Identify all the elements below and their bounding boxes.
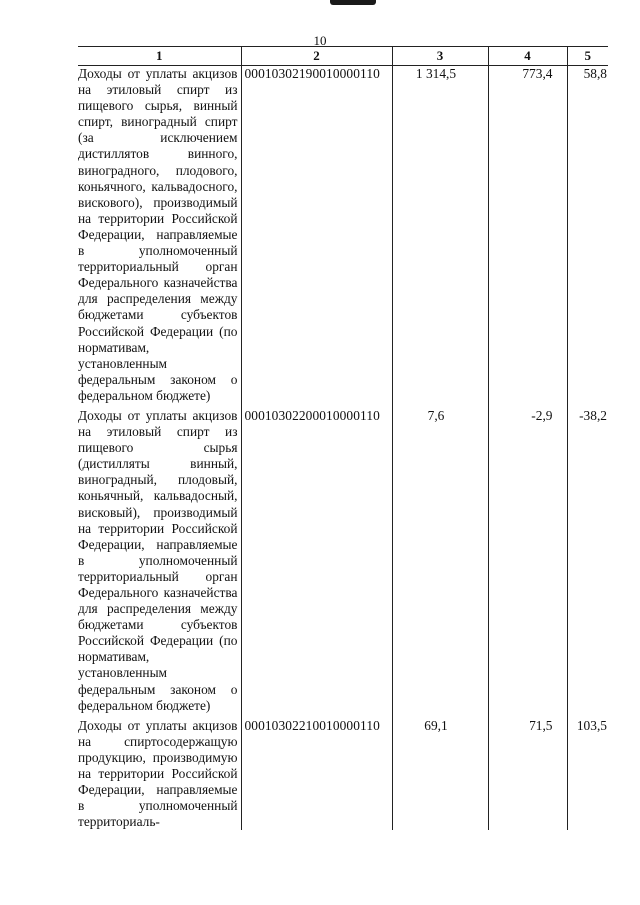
revenue-name: Доходы от уплаты акцизов на этиловый спирт из пищевого сырья (дистилляты винный, виноградный, плодовый, коньячный, кальвадосный, висковый), производимый на территории Российской Федерации, направляемые в уполномоченный территориальный орган Федерального казначейства для распределения между бюджетами субъектов Российской Федерации (по нормативам, установленным федеральным законом о федеральном бюджете) <box>78 407 238 713</box>
scan-artifact <box>330 0 376 5</box>
revenue-table <box>78 46 608 830</box>
budget-code: 00010302190010000110 <box>241 66 392 404</box>
value-col-5: 58,8 <box>567 66 608 404</box>
value-col-4: 71,5 <box>488 714 567 831</box>
value-col-4: -2,9 <box>488 404 567 714</box>
table-row <box>78 404 608 714</box>
budget-code: 00010302200010000110 <box>241 404 392 714</box>
header-col-2: 2 <box>241 47 392 66</box>
value-col-5: -38,2 <box>567 404 608 714</box>
revenue-name: Доходы от уплаты акцизов на спиртосодержащую продукцию, производимую на территории Российской Федерации, направляемые в уполномоченный территориаль- <box>78 717 238 830</box>
table-row <box>78 66 608 404</box>
revenue-name: Доходы от уплаты акцизов на этиловый спирт из пищевого сырья, винный спирт, виноградный спирт (за исключением дистиллятов винного, виноградного, плодового, коньячного, кальвадосного, вискового), производимый на территории Российской Федерации, направляемые в уполномоченный территориальный орган Федерального казначейства для распределения между бюджетами субъектов Российской Федерации (по нормативам, установленным федеральным законом о федеральном бюджете) <box>78 66 238 403</box>
budget-code: 00010302210010000110 <box>241 714 392 831</box>
header-col-5: 5 <box>567 47 608 66</box>
value-col-3: 7,6 <box>392 404 488 714</box>
value-col-5: 103,5 <box>567 714 608 831</box>
header-col-4: 4 <box>488 47 567 66</box>
value-col-3: 1 314,5 <box>392 66 488 404</box>
header-col-1: 1 <box>78 47 241 66</box>
value-col-4: 773,4 <box>488 66 567 404</box>
table-header-row <box>78 47 608 66</box>
value-col-3: 69,1 <box>392 714 488 831</box>
page-number: 10 <box>313 33 327 48</box>
table-row <box>78 714 608 831</box>
header-col-3: 3 <box>392 47 488 66</box>
